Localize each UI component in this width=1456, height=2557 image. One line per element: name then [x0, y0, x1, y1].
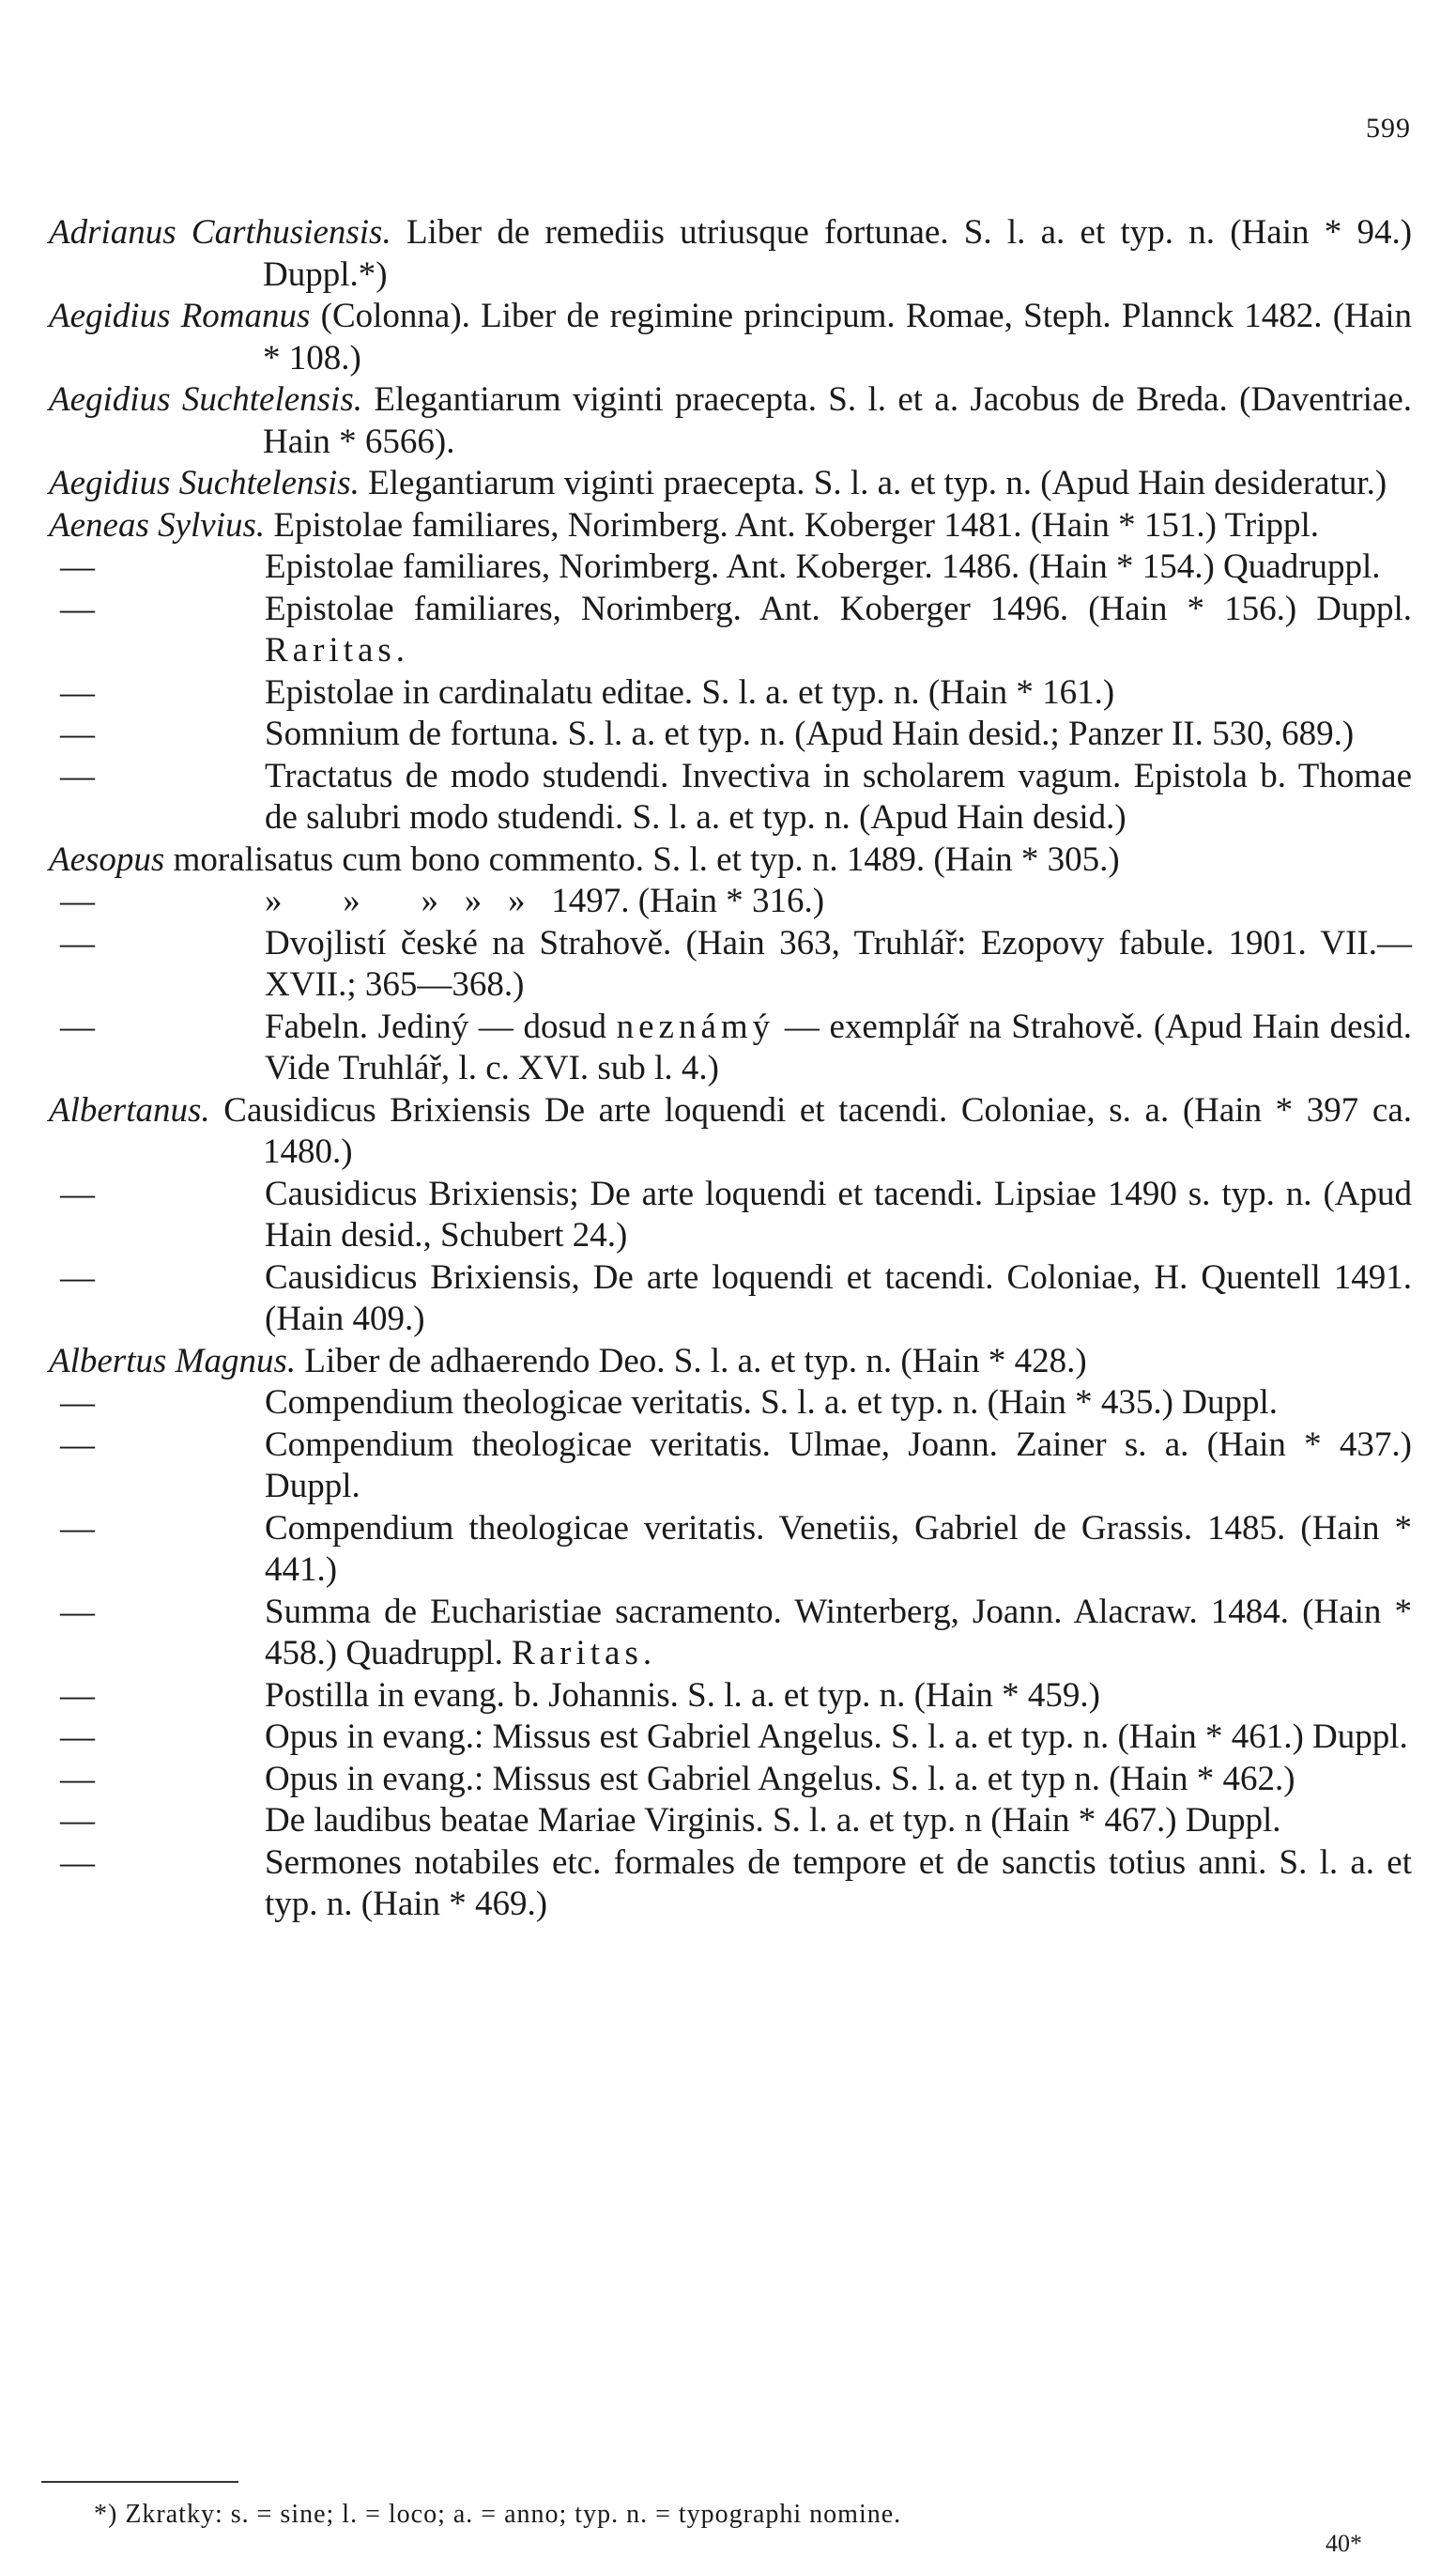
- sub-entry: [49, 1382, 1412, 1425]
- entry-text: Compendium theologicae veritatis. Ulmae, Joann. Zainer s. a. (Hain * 437.) Duppl.: [265, 1425, 1412, 1505]
- ditto-dash: [49, 923, 265, 965]
- author-name: Albertus Magnus.: [49, 1341, 297, 1380]
- ditto-dash: [49, 1382, 265, 1425]
- ditto-dash-glyph: —: [60, 882, 95, 920]
- author-entry: [49, 1341, 1412, 1383]
- entry-text: Postilla in evang. b. Johannis. S. l. a. et typ. n. (Hain * 459.): [265, 1675, 1100, 1715]
- ditto-dash: [49, 1592, 265, 1634]
- author-name: Adrianus Carthusiensis.: [49, 213, 391, 252]
- author-entry: [49, 839, 1412, 882]
- ditto-dash: [49, 756, 265, 798]
- ditto-dash: [49, 1257, 265, 1300]
- ditto-dash-glyph: —: [60, 1425, 95, 1464]
- sub-entry: [49, 1592, 1412, 1675]
- sub-entry: [49, 1842, 1412, 1926]
- author-name: Albertanus.: [49, 1090, 210, 1130]
- ditto-dash-glyph: —: [60, 547, 95, 586]
- ditto-dash-glyph: —: [60, 1592, 95, 1631]
- footnote-rule: [41, 2481, 238, 2483]
- entry-text: Compendium theologicae veritatis. Venetiis, Gabriel de Grassis. 1485. (Hain * 441.): [265, 1508, 1412, 1589]
- entry-text: Causidicus Brixiensis De arte loquendi et tacendi. Coloniae, s. a. (Hain * 397 ca. 1480.): [223, 1090, 1412, 1171]
- ditto-dash-glyph: —: [60, 1383, 95, 1422]
- sub-entry: [49, 1174, 1412, 1257]
- entry-text: moralisatus cum bono commento. S. l. et typ. n. 1489. (Hain * 305.): [173, 839, 1120, 879]
- ditto-dash-glyph: —: [60, 1257, 95, 1297]
- ditto-dash: [49, 1842, 265, 1885]
- ditto-dash-glyph: —: [60, 1718, 95, 1756]
- entry-text-continued: — exemplář na Strahově. (Apud Hain desid. Vide Truhlář, l. c. XVI. sub l. 4.): [265, 1007, 1412, 1087]
- entry-text: Compendium theologicae veritatis. S. l. a. et typ. n. (Hain * 435.) Duppl.: [265, 1383, 1278, 1422]
- ditto-dash-glyph: —: [60, 672, 95, 712]
- entry-text: Liber de remediis utriusque fortunae. S. l. a. et typ. n. (Hain * 94.) Duppl.*): [263, 213, 1413, 294]
- author-name: Aegidius Romanus: [49, 297, 311, 335]
- entry-text: Causidicus Brixiensis; De arte loquendi et tacendi. Lipsiae 1490 s. typ. n. (Apud Hain desid., Schubert 24.): [265, 1174, 1412, 1255]
- signature-mark: 40*: [1326, 2530, 1362, 2557]
- ditto-dash: [49, 547, 265, 589]
- ditto-dash: [49, 1759, 265, 1801]
- sub-entry: [49, 714, 1412, 756]
- ditto-dash: [49, 1174, 265, 1216]
- sub-entry: [49, 1257, 1412, 1341]
- sub-entry: [49, 1007, 1412, 1090]
- author-entry: [49, 1090, 1412, 1174]
- ditto-dash: [49, 714, 265, 756]
- author-entry: [49, 379, 1412, 463]
- ditto-dash: [49, 589, 265, 631]
- ditto-dash-glyph: —: [60, 756, 95, 795]
- entry-text: » » » » » 1497. (Hain * 316.): [265, 882, 825, 920]
- ditto-dash: [49, 1800, 265, 1842]
- ditto-dash: [49, 672, 265, 715]
- sub-entry: [49, 923, 1412, 1007]
- spaced-emphasis: Raritas.: [512, 1634, 657, 1672]
- author-name: Aegidius Suchtelensis.: [49, 380, 362, 419]
- spaced-emphasis: Raritas.: [265, 631, 410, 670]
- sub-entry: [49, 589, 1412, 672]
- author-entry: [49, 463, 1412, 505]
- author-entry: [49, 296, 1412, 379]
- ditto-dash-glyph: —: [60, 1801, 95, 1840]
- spaced-emphasis: neznámý: [616, 1007, 775, 1046]
- ditto-dash: [49, 1508, 265, 1550]
- entry-text: Sermones notabiles etc. formales de tempore et de sanctis totius anni. S. l. a. et typ. n. (Hain * 469.): [265, 1842, 1412, 1923]
- ditto-dash-glyph: —: [60, 923, 95, 963]
- ditto-dash: [49, 881, 265, 923]
- entry-text: Liber de adhaerendo Deo. S. l. a. et typ. n. (Hain * 428.): [304, 1341, 1087, 1380]
- author-name: Aesopus: [49, 839, 165, 879]
- ditto-dash-glyph: —: [60, 1508, 95, 1548]
- author-name: Aeneas Sylvius.: [49, 505, 266, 545]
- entry-text: Dvojlistí české na Strahově. (Hain 363, Truhlář: Ezopovy fabule. 1901. VII.—XVII.; 365—368.): [265, 923, 1412, 1004]
- sub-entry: [49, 1425, 1412, 1508]
- footnote: *) Zkratky: s. = sine; l. = loco; a. = anno; typ. n. = typographi nomine.: [94, 2500, 902, 2529]
- sub-entry: [49, 1759, 1412, 1801]
- sub-entry: [49, 1675, 1412, 1718]
- ditto-dash: [49, 1675, 265, 1718]
- entry-text: Fabeln. Jediný — dosud: [265, 1007, 606, 1046]
- entry-text: Opus in evang.: Missus est Gabriel Angelus. S. l. a. et typ. n. (Hain * 461.) Duppl.: [265, 1718, 1408, 1756]
- sub-entry: [49, 547, 1412, 589]
- sub-entry: [49, 672, 1412, 715]
- ditto-dash-glyph: —: [60, 1174, 95, 1213]
- sub-entry: [49, 1717, 1412, 1759]
- entry-text: Causidicus Brixiensis, De arte loquendi et tacendi. Coloniae, H. Quentell 1491. (Hain 409.): [265, 1257, 1412, 1338]
- ditto-dash-glyph: —: [60, 1675, 95, 1715]
- entry-text: Tractatus de modo studendi. Invectiva in scholarem vagum. Epistola b. Thomae de salubri modo studendi. S. l. a. et typ. n. (Apud Hain desid.): [265, 756, 1412, 837]
- sub-entry: [49, 756, 1412, 839]
- ditto-dash: [49, 1007, 265, 1049]
- author-entry: [49, 505, 1412, 547]
- page-number: 599: [1366, 113, 1411, 144]
- sub-entry: [49, 1800, 1412, 1842]
- ditto-dash-glyph: —: [60, 589, 95, 628]
- ditto-dash-glyph: —: [60, 1007, 95, 1046]
- sub-entry: [49, 881, 1412, 923]
- entry-text: Elegantiarum viginti praecepta. S. l. a. et typ. n. (Apud Hain desideratur.): [368, 464, 1387, 502]
- ditto-dash-glyph: —: [60, 1759, 95, 1798]
- ditto-dash: [49, 1717, 265, 1759]
- entry-text: Elegantiarum viginti praecepta. S. l. et a. Jacobus de Breda. (Daventriae. Hain * 6566).: [263, 380, 1413, 461]
- entry-text: Epistolae familiares, Norimberg. Ant. Koberger 1496. (Hain * 156.) Duppl.: [265, 589, 1412, 628]
- entry-text: Summa de Eucharistiae sacramento. Winterberg, Joann. Alacraw. 1484. (Hain * 458.) Quadruppl.: [265, 1592, 1412, 1672]
- entry-text: (Colonna). Liber de regimine principum. Romae, Steph. Plannck 1482. (Hain * 108.): [263, 297, 1413, 377]
- entry-text: Epistolae in cardinalatu editae. S. l. a. et typ. n. (Hain * 161.): [265, 672, 1115, 712]
- bibliography-entries: [49, 212, 1412, 1926]
- author-entry: [49, 212, 1412, 296]
- entry-text: Epistolae familiares, Norimberg. Ant. Koberger 1481. (Hain * 151.) Trippl.: [273, 505, 1320, 545]
- ditto-dash-glyph: —: [60, 1842, 95, 1882]
- sub-entry: [49, 1508, 1412, 1592]
- entry-text: De laudibus beatae Mariae Virginis. S. l. a. et typ. n (Hain * 467.) Duppl.: [265, 1801, 1281, 1840]
- ditto-dash-glyph: —: [60, 715, 95, 753]
- author-name: Aegidius Suchtelensis.: [49, 464, 360, 502]
- ditto-dash: [49, 1425, 265, 1467]
- entry-text: Epistolae familiares, Norimberg. Ant. Koberger. 1486. (Hain * 154.) Quadruppl.: [265, 547, 1381, 586]
- entry-text: Somnium de fortuna. S. l. a. et typ. n. (Apud Hain desid.; Panzer II. 530, 689.): [265, 715, 1355, 753]
- entry-text: Opus in evang.: Missus est Gabriel Angelus. S. l. a. et typ n. (Hain * 462.): [265, 1759, 1295, 1798]
